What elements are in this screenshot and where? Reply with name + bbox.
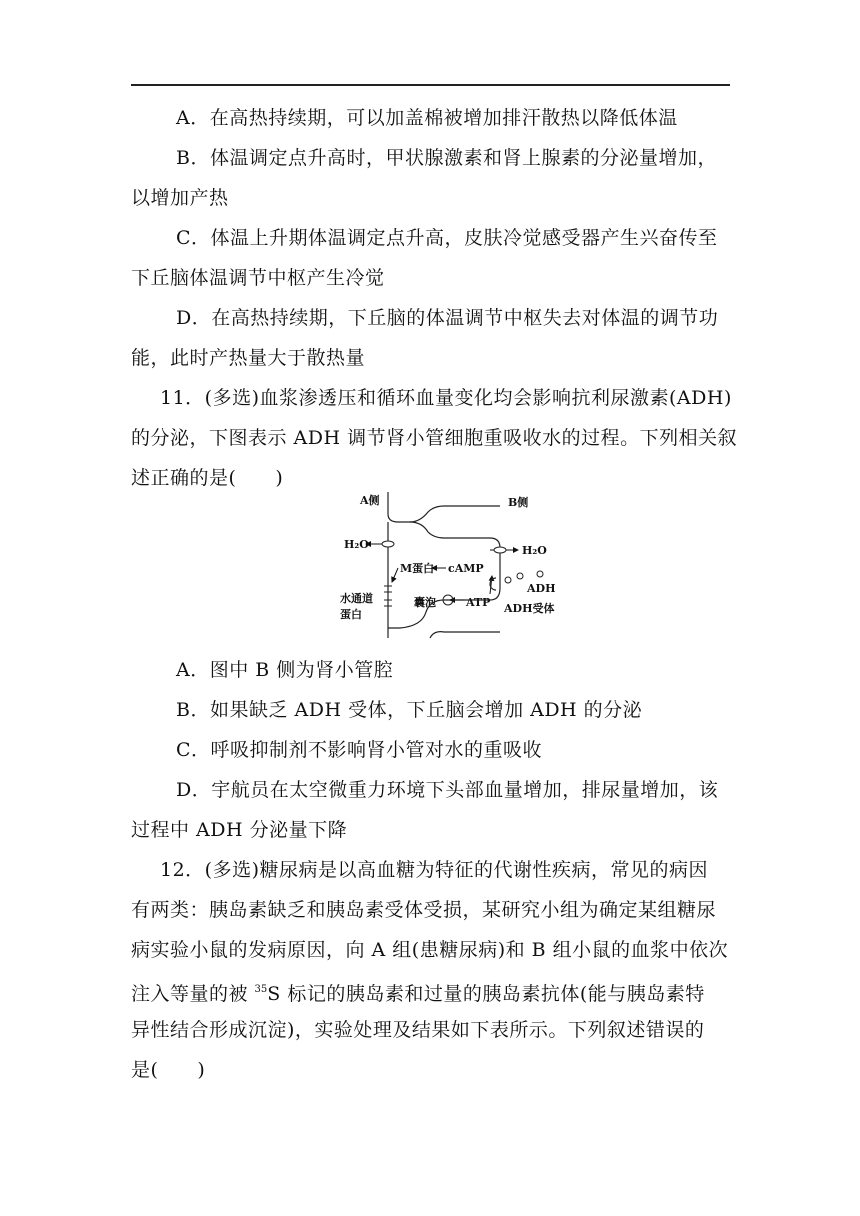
adh-molecule-1 [505,577,511,583]
label-atp: ATP [466,596,491,609]
adh-molecule-2 [517,573,523,579]
top-rule [131,84,730,86]
q11-option-a: A．图中 B 侧为肾小管腔 [176,659,394,681]
q11-option-c: C．呼吸抑制剂不影响肾小管对水的重吸收 [176,739,543,761]
adh-molecule-3 [537,571,543,577]
q12-stem-line1: 12．(多选)糖尿病是以高血糖为特征的代谢性疾病，常见的病因 [160,859,709,881]
q10-option-b-line2: 以增加产热 [131,187,229,209]
aquaporin-channel-top [382,541,394,547]
label-adh-receptor: ADH受体 [504,602,555,615]
label-side-a: A侧 [360,494,380,507]
label-h2o-left: H₂O [344,538,369,551]
q10-option-b-line1: B．体温调定点升高时，甲状腺激素和肾上腺素的分泌量增加， [176,147,717,169]
q12-stem-line5: 异性结合形成沉淀)，实验处理及结果如下表所示。下列叙述错误的 [131,1019,705,1041]
m-protein-arrow [392,568,398,582]
q11-stem-line2: 的分泌，下图表示 ADH 调节肾小管细胞重吸收水的过程。下列相关叙 [131,427,738,449]
q11-option-d-line2: 过程中 ADH 分泌量下降 [131,819,348,841]
q12-stem-line6: 是( ) [131,1059,206,1081]
q11-option-b: B．如果缺乏 ADH 受体，下丘脑会增加 ADH 的分泌 [176,699,643,721]
q12-stem-line2: 有两类：胰岛素缺乏和胰岛素受体受损，某研究小组为确定某组糖尿 [131,899,717,921]
q11-stem-line3: 述正确的是( ) [131,467,284,489]
label-m-protein: M蛋白 [400,562,435,575]
label-adh: ADH [527,582,556,595]
label-h2o-right: H₂O [522,544,547,557]
label-camp: cAMP [448,562,484,575]
q11-stem-line1: 11．(多选)血浆渗透压和循环血量变化均会影响抗利尿激素(ADH) [160,387,732,409]
label-vesicle: 囊泡 [414,596,436,609]
q10-option-c-line1: C．体温上升期体温调定点升高，皮肤冷觉感受器产生兴奋传至 [176,227,718,249]
label-aquaporin-line1: 水通道 [340,592,373,605]
isotope-mass-number: 35 [254,984,268,995]
aquaporin-channel-right [494,547,506,553]
adh-mechanism-diagram [330,488,570,644]
q10-option-c-line2: 下丘脑体温调节中枢产生冷觉 [131,267,385,289]
q12-stem-line3: 病实验小鼠的发病原因，向 A 组(患糖尿病)和 B 组小鼠的血浆中依次 [131,939,729,961]
q12-stem-line4-post: S 标记的胰岛素和过量的胰岛素抗体(能与胰岛素特 [267,983,705,1005]
q12-stem-line4 [131,978,705,1006]
q10-option-d-line2: 能，此时产热量大于散热量 [131,347,366,369]
q10-option-a: A．在高热持续期，可以加盖棉被增加排汗散热以降低体温 [176,107,678,129]
label-aquaporin-line2: 蛋白 [340,608,362,621]
label-side-b: B侧 [508,496,529,509]
q10-option-d-line1: D．在高热持续期，下丘脑的体温调节中枢失去对体温的调节功 [176,307,719,329]
q11-option-d-line1: D．宇航员在太空微重力环境下头部血量增加，排尿量增加，该 [176,779,719,801]
q12-stem-line4-pre: 注入等量的被 [131,983,255,1005]
